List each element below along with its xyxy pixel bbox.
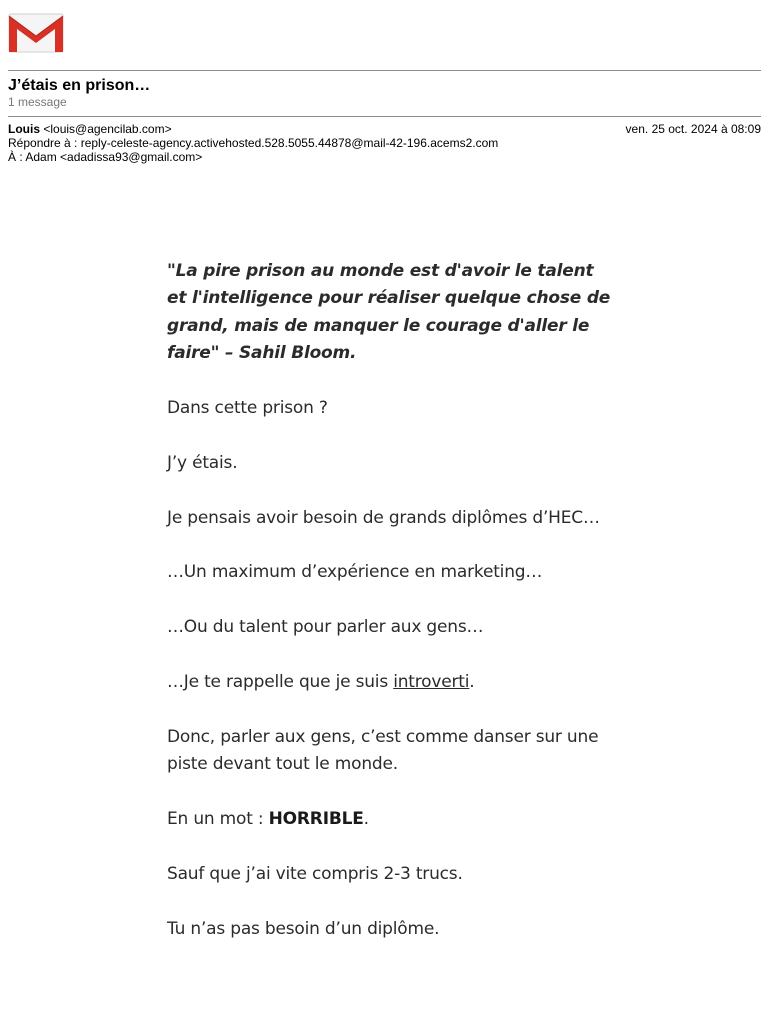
reply-to-line: Répondre à : reply-celeste-agency.activehosted.528.5055.44878@mail-42-196.acems2.com — [8, 136, 499, 150]
body-paragraph: Sauf que j’ai vite compris 2-3 trucs. — [167, 863, 463, 884]
body-text: . — [363, 809, 369, 829]
body-paragraph — [167, 669, 612, 696]
header-divider — [8, 70, 761, 71]
message-divider — [8, 116, 761, 117]
body-paragraph: Tu n’as pas besoin d’un diplôme. — [167, 918, 440, 939]
email-subject: J’étais en prison… — [8, 77, 151, 94]
body-text: En un mot : — [167, 809, 269, 829]
emphasis-text: HORRIBLE — [268, 809, 364, 829]
body-paragraph: …Ou du talent pour parler aux gens… — [167, 617, 484, 638]
email-date: ven. 25 oct. 2024 à 08:09 — [625, 122, 761, 136]
email-body — [167, 258, 612, 970]
gmail-logo-icon — [8, 13, 64, 53]
body-paragraph: Je pensais avoir besoin de grands diplômes d’HEC… — [167, 507, 600, 528]
body-paragraph: Dans cette prison ? — [167, 398, 328, 419]
body-text: . — [469, 672, 475, 692]
quote-paragraph: "La pire prison au monde est d'avoir le talent et l'intelligence pour réaliser quelque chose de grand, mais de manquer le courage d'aller le faire" – Sahil Bloom. — [167, 261, 611, 364]
introverti-link[interactable]: introverti — [393, 672, 470, 692]
body-paragraph — [167, 806, 612, 833]
recipient-line: À : Adam <adadissa93@gmail.com> — [8, 150, 203, 164]
body-paragraph: Donc, parler aux gens, c’est comme danser sur une piste devant tout le monde. — [167, 726, 599, 775]
body-text: …Je te rappelle que je suis — [167, 672, 394, 692]
body-paragraph: J’y étais. — [167, 452, 238, 473]
sender-email: <louis@agencilab.com> — [43, 122, 172, 136]
message-count: 1 message — [8, 95, 67, 109]
sender-name: Louis — [8, 122, 40, 136]
body-paragraph: …Un maximum d’expérience en marketing… — [167, 562, 543, 583]
sender-line — [8, 122, 172, 136]
